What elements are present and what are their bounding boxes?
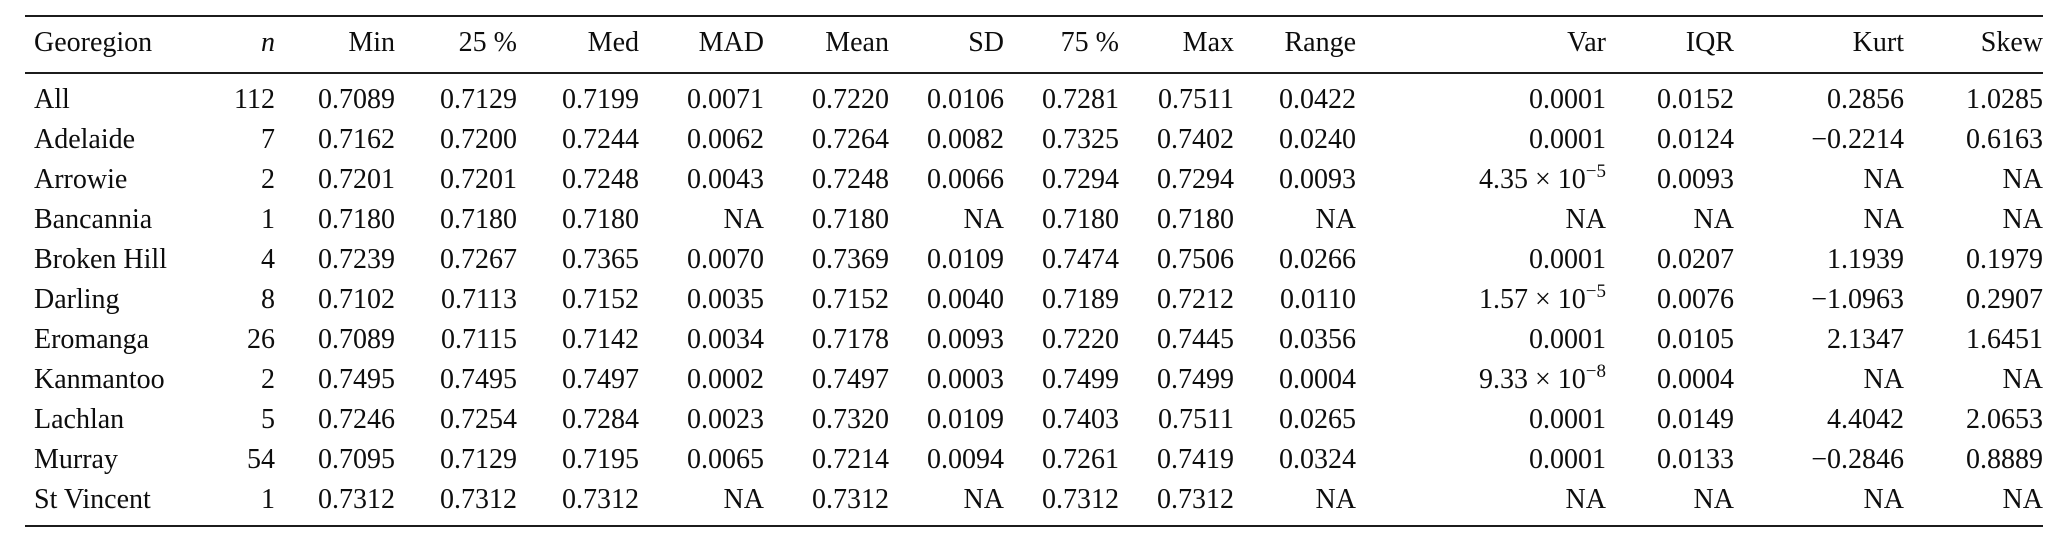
table-row	[25, 240, 2043, 280]
cell-kurt: NA	[1863, 204, 1904, 235]
col-header-range: Range	[1234, 16, 1356, 73]
cell-n: 7	[261, 124, 275, 155]
cell-range: 0.0266	[1279, 244, 1356, 275]
cell-med: 0.7152	[562, 284, 639, 315]
cell-min: 0.7102	[318, 284, 395, 315]
cell-range: 0.0093	[1279, 164, 1356, 195]
cell-p75: 0.7180	[1042, 204, 1119, 235]
cell-mean: 0.7369	[812, 244, 889, 275]
stats-table	[25, 15, 2043, 527]
table-row	[25, 200, 2043, 240]
cell-mad: 0.0034	[687, 324, 764, 355]
cell-kurt: 2.1347	[1827, 324, 1904, 355]
cell-skew: NA	[1904, 480, 2043, 526]
cell-med: 0.7497	[562, 364, 639, 395]
cell-n: 5	[261, 404, 275, 435]
cell-range: 0.0422	[1279, 84, 1356, 115]
cell-kurt: 1.1939	[1827, 244, 1904, 275]
cell-sd: 0.0109	[927, 244, 1004, 275]
cell-p75: 0.7312	[1004, 480, 1119, 526]
cell-range: 0.0356	[1279, 324, 1356, 355]
cell-n: 112	[234, 84, 275, 115]
cell-med: 0.7195	[562, 444, 639, 475]
cell-p75: 0.7474	[1042, 244, 1119, 275]
cell-skew: 0.8889	[1966, 444, 2043, 475]
col-header-mean: Mean	[764, 16, 889, 73]
cell-georegion: All	[34, 84, 70, 115]
cell-min: 0.7089	[318, 84, 395, 115]
cell-p75: 0.7189	[1042, 284, 1119, 315]
cell-kurt: NA	[1863, 364, 1904, 395]
cell-sd: 0.0040	[927, 284, 1004, 315]
cell-var: 0.0001	[1529, 444, 1606, 475]
cell-max: 0.7445	[1157, 324, 1234, 355]
cell-min: 0.7312	[275, 480, 395, 526]
cell-p25: 0.7267	[440, 244, 517, 275]
col-header-p25: 25 %	[395, 16, 517, 73]
cell-med: 0.7180	[562, 204, 639, 235]
col-header-var: Var	[1356, 16, 1606, 73]
cell-min: 0.7495	[318, 364, 395, 395]
table-row	[25, 280, 2043, 320]
col-header-iqr: IQR	[1606, 16, 1734, 73]
table-row	[25, 400, 2043, 440]
cell-georegion: Arrowie	[34, 164, 128, 195]
cell-n: 54	[247, 444, 275, 475]
cell-skew: NA	[2002, 164, 2043, 195]
cell-mad: 0.0043	[687, 164, 764, 195]
cell-p25: 0.7180	[440, 204, 517, 235]
col-header-sd: SD	[889, 16, 1004, 73]
cell-mean: 0.7178	[812, 324, 889, 355]
cell-p25: 0.7254	[440, 404, 517, 435]
cell-mean: 0.7180	[812, 204, 889, 235]
cell-georegion: Broken Hill	[34, 244, 167, 275]
cell-sd: 0.0082	[927, 124, 1004, 155]
cell-n: 2	[261, 164, 275, 195]
cell-mean: 0.7264	[812, 124, 889, 155]
cell-georegion: Lachlan	[34, 404, 125, 435]
cell-mean: 0.7320	[812, 404, 889, 435]
cell-mean: 0.7220	[812, 84, 889, 115]
cell-p75: 0.7220	[1042, 324, 1119, 355]
cell-p25: 0.7129	[440, 84, 517, 115]
cell-p75: 0.7499	[1042, 364, 1119, 395]
cell-skew: 0.6163	[1966, 124, 2043, 155]
cell-p75: 0.7294	[1042, 164, 1119, 195]
table-row	[25, 360, 2043, 400]
cell-range: 0.0324	[1279, 444, 1356, 475]
col-header-skew: Skew	[1904, 16, 2043, 73]
cell-range: NA	[1234, 480, 1356, 526]
cell-p25: 0.7129	[440, 444, 517, 475]
cell-p25: 0.7115	[441, 324, 517, 355]
cell-med: 0.7312	[517, 480, 639, 526]
cell-sd: 0.0109	[927, 404, 1004, 435]
exponent: −5	[1585, 161, 1606, 182]
statistics-table-container	[25, 15, 2043, 527]
cell-kurt: 4.4042	[1827, 404, 1904, 435]
col-header-n: n	[190, 16, 275, 73]
cell-min: 0.7095	[318, 444, 395, 475]
cell-med: 0.7248	[562, 164, 639, 195]
table-header	[25, 16, 2043, 73]
cell-n: 8	[261, 284, 275, 315]
cell-kurt: −1.0963	[1811, 284, 1904, 315]
cell-p75: 0.7403	[1042, 404, 1119, 435]
cell-p75: 0.7281	[1042, 84, 1119, 115]
cell-iqr: 0.0207	[1657, 244, 1734, 275]
cell-kurt: −0.2214	[1811, 124, 1904, 155]
cell-mean: 0.7497	[812, 364, 889, 395]
cell-n: 2	[261, 364, 275, 395]
cell-var: 0.0001	[1529, 124, 1606, 155]
cell-min: 0.7162	[318, 124, 395, 155]
cell-var: $4.35 \times 10^{-5}$	[1478, 161, 1606, 195]
cell-iqr: 0.0004	[1657, 364, 1734, 395]
cell-var: 0.0001	[1529, 84, 1606, 115]
cell-mean: 0.7214	[812, 444, 889, 475]
cell-min: 0.7180	[318, 204, 395, 235]
cell-min: 0.7246	[318, 404, 395, 435]
cell-mad: 0.0002	[687, 364, 764, 395]
col-header-min: Min	[275, 16, 395, 73]
cell-max: 0.7419	[1157, 444, 1234, 475]
cell-georegion: Eromanga	[34, 324, 150, 355]
cell-mad: NA	[723, 204, 764, 235]
cell-med: 0.7284	[562, 404, 639, 435]
cell-iqr: 0.0149	[1657, 404, 1734, 435]
cell-iqr: NA	[1606, 480, 1734, 526]
cell-max: 0.7212	[1157, 284, 1234, 315]
cell-n: 1	[190, 480, 275, 526]
cell-georegion: St Vincent	[25, 480, 190, 526]
cell-var: 0.0001	[1529, 324, 1606, 355]
cell-iqr: 0.0133	[1657, 444, 1734, 475]
cell-mad: 0.0035	[687, 284, 764, 315]
cell-skew: 1.0285	[1966, 84, 2043, 115]
cell-p75: 0.7325	[1042, 124, 1119, 155]
cell-max: 0.7511	[1158, 404, 1234, 435]
cell-range: 0.0004	[1279, 364, 1356, 395]
cell-med: 0.7142	[562, 324, 639, 355]
cell-var: $9.33 \times 10^{-8}$	[1478, 361, 1606, 395]
cell-mad: 0.0062	[687, 124, 764, 155]
table-row	[25, 320, 2043, 360]
cell-iqr: 0.0124	[1657, 124, 1734, 155]
cell-p25: 0.7200	[440, 124, 517, 155]
table-row	[25, 120, 2043, 160]
cell-max: 0.7499	[1157, 364, 1234, 395]
cell-iqr: 0.0076	[1657, 284, 1734, 315]
cell-var: $1.57 \times 10^{-5}$	[1478, 281, 1606, 315]
cell-range: 0.0265	[1279, 404, 1356, 435]
cell-sd: 0.0093	[927, 324, 1004, 355]
col-header-kurt: Kurt	[1734, 16, 1904, 73]
cell-med: 0.7199	[562, 84, 639, 115]
table-row	[25, 73, 2043, 120]
cell-p25: 0.7495	[440, 364, 517, 395]
table-row	[25, 480, 2043, 526]
cell-sd: 0.0003	[927, 364, 1004, 395]
cell-mad: 0.0065	[687, 444, 764, 475]
cell-min: 0.7089	[318, 324, 395, 355]
cell-skew: 0.2907	[1966, 284, 2043, 315]
col-header-max: Max	[1119, 16, 1234, 73]
cell-iqr: 0.0105	[1657, 324, 1734, 355]
table-body	[25, 73, 2043, 526]
cell-var: NA	[1356, 480, 1606, 526]
cell-skew: 0.1979	[1966, 244, 2043, 275]
col-header-med: Med	[517, 16, 639, 73]
cell-max: 0.7511	[1158, 84, 1234, 115]
cell-p25: 0.7312	[395, 480, 517, 526]
col-header-georegion: Georegion	[25, 16, 190, 73]
cell-iqr: 0.0093	[1657, 164, 1734, 195]
cell-mean: 0.7248	[812, 164, 889, 195]
cell-min: 0.7239	[318, 244, 395, 275]
cell-sd: NA	[963, 204, 1004, 235]
cell-min: 0.7201	[318, 164, 395, 195]
cell-p75: 0.7261	[1042, 444, 1119, 475]
cell-kurt: NA	[1734, 480, 1904, 526]
cell-kurt: 0.2856	[1827, 84, 1904, 115]
cell-range: NA	[1315, 204, 1356, 235]
cell-sd: 0.0066	[927, 164, 1004, 195]
cell-var: NA	[1565, 204, 1606, 235]
cell-georegion: Adelaide	[34, 124, 136, 155]
cell-mean: 0.7312	[764, 480, 889, 526]
exponent: −8	[1585, 361, 1606, 382]
cell-max: 0.7294	[1157, 164, 1234, 195]
cell-n: 4	[261, 244, 275, 275]
cell-sd: 0.0094	[927, 444, 1004, 475]
table-row	[25, 160, 2043, 200]
table-row	[25, 440, 2043, 480]
cell-n: 1	[261, 204, 275, 235]
cell-kurt: −0.2846	[1811, 444, 1904, 475]
cell-georegion: Murray	[34, 444, 118, 475]
cell-max: 0.7506	[1157, 244, 1234, 275]
cell-skew: NA	[2002, 364, 2043, 395]
cell-range: 0.0110	[1280, 284, 1356, 315]
cell-mad: 0.0023	[687, 404, 764, 435]
header-row	[25, 16, 2043, 73]
cell-georegion: Kanmantoo	[34, 364, 165, 395]
cell-mad: NA	[639, 480, 764, 526]
cell-med: 0.7365	[562, 244, 639, 275]
cell-georegion: Darling	[34, 284, 120, 315]
cell-var: 0.0001	[1529, 404, 1606, 435]
cell-mad: 0.0070	[687, 244, 764, 275]
cell-p25: 0.7113	[441, 284, 517, 315]
cell-max: 0.7180	[1157, 204, 1234, 235]
cell-n: 26	[247, 324, 275, 355]
exponent: −5	[1585, 281, 1606, 302]
col-header-mad: MAD	[639, 16, 764, 73]
cell-kurt: NA	[1863, 164, 1904, 195]
cell-mean: 0.7152	[812, 284, 889, 315]
cell-sd: NA	[889, 480, 1004, 526]
cell-med: 0.7244	[562, 124, 639, 155]
cell-skew: 1.6451	[1966, 324, 2043, 355]
col-header-p75: 75 %	[1004, 16, 1119, 73]
cell-skew: 2.0653	[1966, 404, 2043, 435]
cell-iqr: NA	[1693, 204, 1734, 235]
cell-mad: 0.0071	[687, 84, 764, 115]
cell-p25: 0.7201	[440, 164, 517, 195]
cell-skew: NA	[2002, 204, 2043, 235]
cell-max: 0.7402	[1157, 124, 1234, 155]
cell-georegion: Bancannia	[34, 204, 153, 235]
cell-iqr: 0.0152	[1657, 84, 1734, 115]
cell-var: 0.0001	[1529, 244, 1606, 275]
cell-sd: 0.0106	[927, 84, 1004, 115]
cell-max: 0.7312	[1119, 480, 1234, 526]
cell-range: 0.0240	[1279, 124, 1356, 155]
